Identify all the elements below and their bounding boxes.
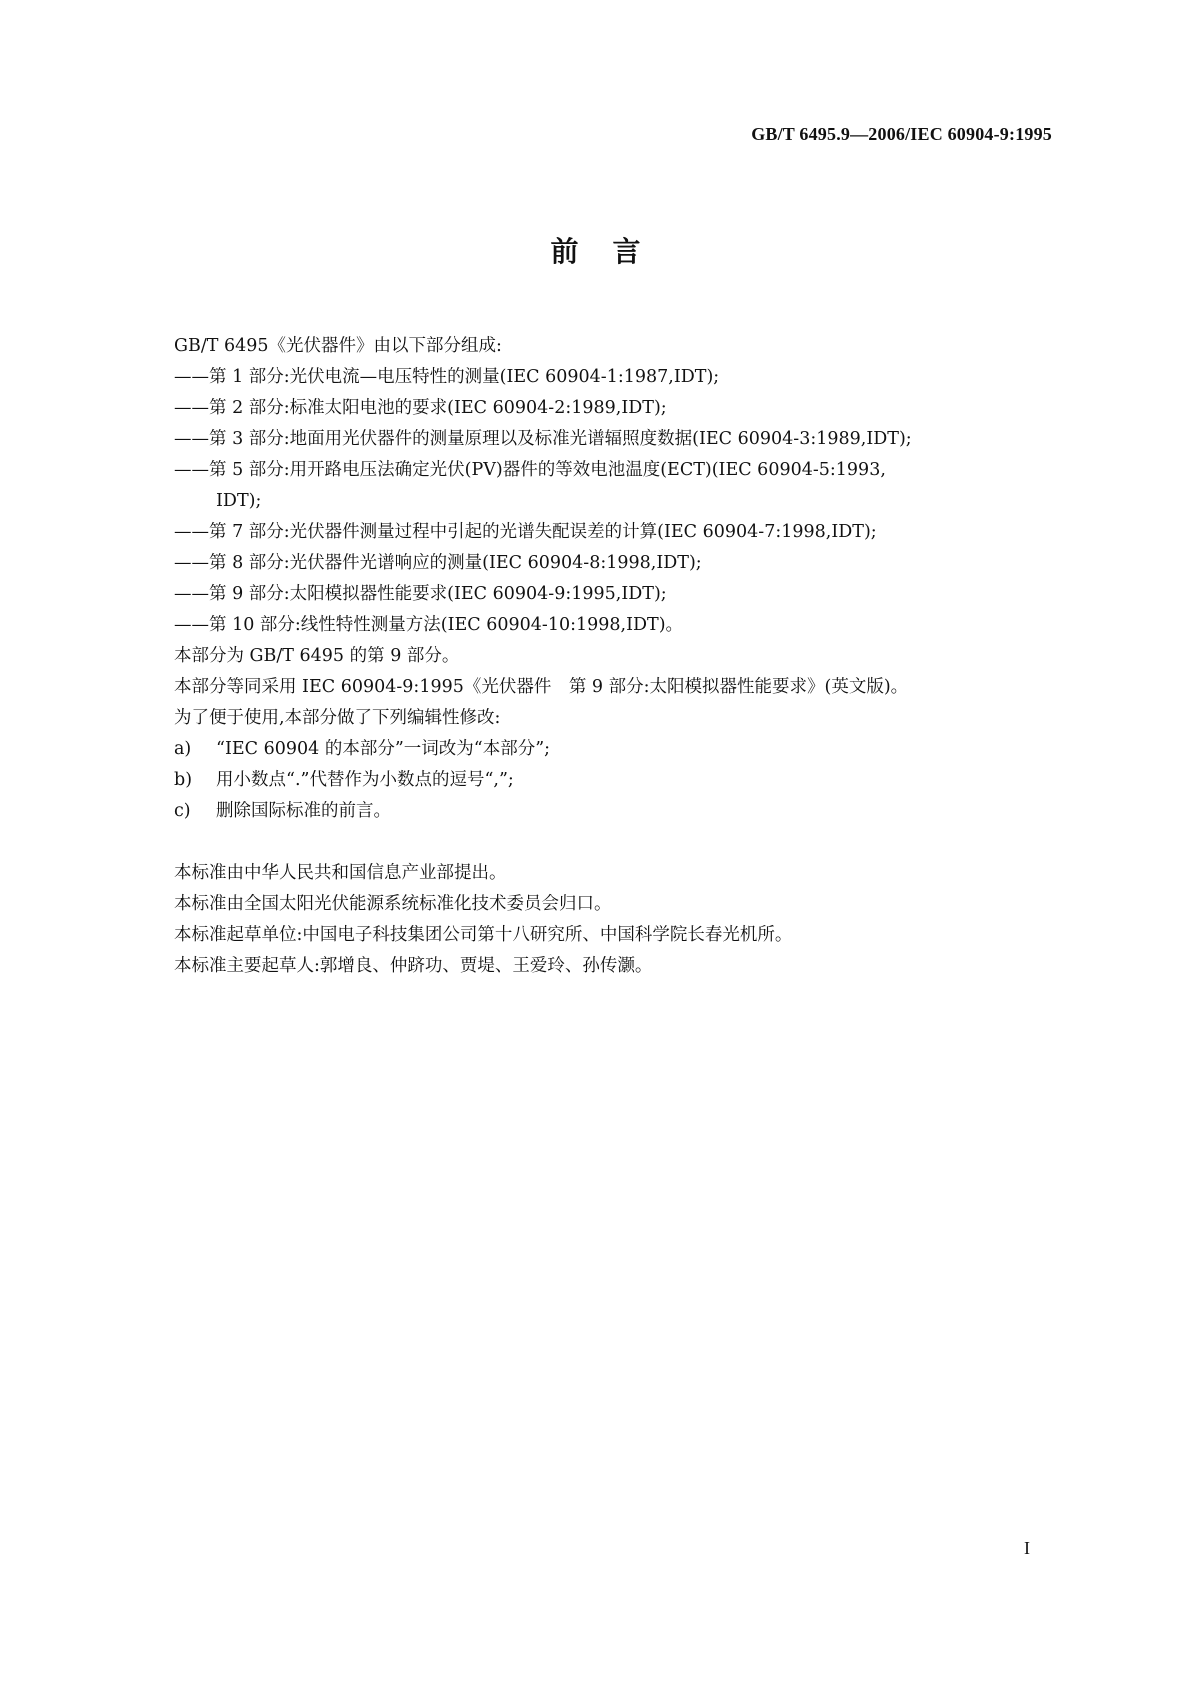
part-5-line-continuation: IDT); [216,491,262,511]
page-title: 前言 [550,235,675,268]
edit-item-marker: c) [174,801,191,821]
paragraph-gap [174,827,1054,858]
edit-item-c [174,796,1054,827]
part-1-line: ——第 1 部分:光伏电流—电压特性的测量(IEC 60904-1:1987,IDT); [174,367,720,387]
page-number: I [1024,1538,1030,1558]
part-5-line: ——第 5 部分:用开路电压法确定光伏(PV)器件的等效电池温度(ECT)(IEC 60904-5:1993, [174,460,886,480]
foreword-body [174,331,1054,982]
closing-drafters: 本标准主要起草人:郭增良、仲跻功、贾堤、王爱玲、孙传灏。 [174,956,653,976]
closing-proposer: 本标准由中华人民共和国信息产业部提出。 [174,863,507,883]
edit-item-b [174,765,1054,796]
statement-edits-intro: 为了便于使用,本部分做了下列编辑性修改: [174,708,501,728]
part-3-line: ——第 3 部分:地面用光伏器件的测量原理以及标准光谱辐照度数据(IEC 60904-3:1989,IDT); [174,429,912,449]
part-2-line: ——第 2 部分:标准太阳电池的要求(IEC 60904-2:1989,IDT); [174,398,667,418]
edit-item-a [174,734,1054,765]
edit-item-text: “IEC 60904 的本部分”一词改为“本部分”; [216,739,551,759]
part-8-line: ——第 8 部分:光伏器件光谱响应的测量(IEC 60904-8:1998,IDT); [174,553,702,573]
standard-code-header: GB/T 6495.9—2006/IEC 60904-9:1995 [751,124,1052,144]
edit-item-marker: a) [174,739,192,759]
closing-drafting-units: 本标准起草单位:中国电子科技集团公司第十八研究所、中国科学院长春光机所。 [174,925,793,945]
part-10-line: ——第 10 部分:线性特性测量方法(IEC 60904-10:1998,IDT)。 [174,615,684,635]
edit-item-text: 删除国际标准的前言。 [216,801,391,821]
statement-adoption: 本部分等同采用 IEC 60904-9:1995《光伏器件 第 9 部分:太阳模拟器性能要求》(英文版)。 [174,677,909,697]
closing-committee: 本标准由全国太阳光伏能源系统标准化技术委员会归口。 [174,894,612,914]
statement-part-number: 本部分为 GB/T 6495 的第 9 部分。 [174,646,460,666]
part-9-line: ——第 9 部分:太阳模拟器性能要求(IEC 60904-9:1995,IDT); [174,584,667,604]
edit-item-text: 用小数点“.”代替作为小数点的逗号“,”; [216,770,514,790]
intro-line: GB/T 6495《光伏器件》由以下部分组成: [174,336,502,356]
part-7-line: ——第 7 部分:光伏器件测量过程中引起的光谱失配误差的计算(IEC 60904-7:1998,IDT); [174,522,877,542]
edit-item-marker: b) [174,770,193,790]
